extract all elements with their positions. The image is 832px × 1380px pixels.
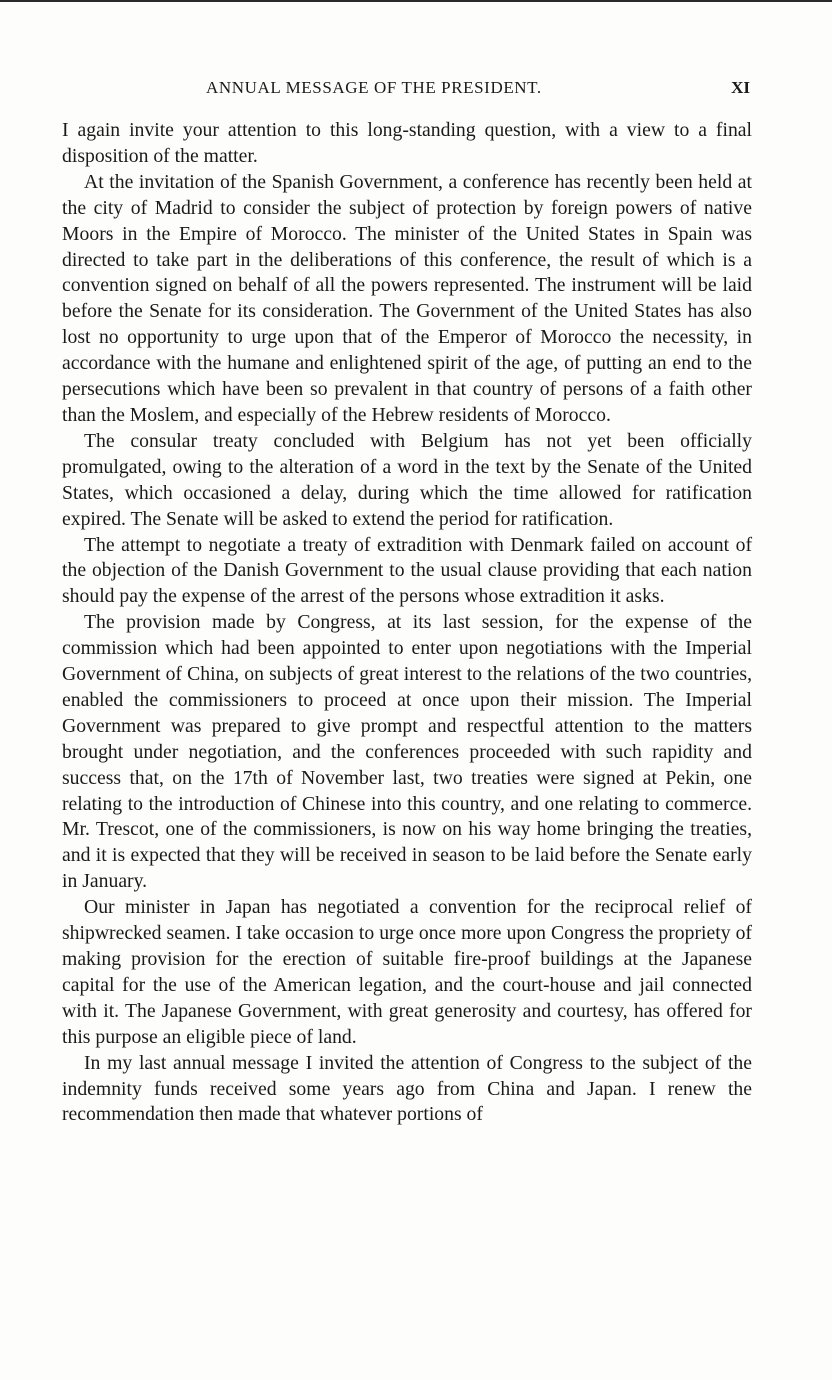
paragraph-indemnity-funds: In my last annual message I invited the attention of Congress to the subject of the indemnity funds received some years ago from China and Japan. I renew the recommendation then made that whatever portions of	[62, 1051, 752, 1126]
top-border-rule	[0, 0, 832, 2]
running-header-title: ANNUAL MESSAGE OF THE PRESIDENT.	[206, 78, 542, 97]
running-header	[62, 78, 752, 104]
paragraph-china-commission: The provision made by Congress, at its last session, for the expense of the commission which had been appointed to enter upon negotiations with the Imperial Government of China, on subjects of great interest to the relations of the two countries, enabled the commissioners to proceed at once upon their mission. The Imperial Government was prepared to give prompt and respectful attention to the matters brought under negotiation, and the conferences proceeded with such rapidity and success that, on the 17th of November last, two treaties were signed at Pekin, one relating to the introduction of Chinese into this country, and one relating to commerce. Mr. Trescot, one of the commissioners, is now on his way home bringing the treaties, and it is expected that they will be received in season to be laid before the Senate early in January.	[62, 611, 752, 893]
paragraph-belgium-treaty: The consular treaty concluded with Belgium has not yet been officially promulgated, owing to the alteration of a word in the text by the Senate of the United States, which occasioned a delay, during which the time allowed for ratification expired. The Senate will be asked to extend the period for ratification.	[62, 429, 752, 530]
paragraph-morocco-conference: At the invitation of the Spanish Government, a conference has recently been held at the city of Madrid to consider the subject of protection by foreign powers of native Moors in the Empire of Morocco. The minister of the United States in Spain was directed to take part in the deliberations of this conference, the result of which is a convention signed on behalf of all the powers represented. The instrument will be laid before the Senate for its consideration. The Government of the United States has also lost no opportunity to urge upon that of the Emperor of Morocco the necessity, in accordance with the humane and enlightened spirit of the age, of putting an end to the persecutions which have been so prevalent in that country of persons of a faith other than the Moslem, and especially of the Hebrew residents of Morocco.	[62, 170, 752, 426]
body-text	[62, 118, 752, 1128]
paragraph-denmark-extradition: The attempt to negotiate a treaty of extradition with Denmark failed on account of the objection of the Danish Government to the usual clause providing that each nation should pay the expense of the arrest of the persons whose extradition it asks.	[62, 533, 752, 608]
page-number: XI	[731, 78, 750, 97]
paragraph-japan-convention: Our minister in Japan has negotiated a convention for the reciprocal relief of shipwrecked seamen. I take occasion to urge once more upon Congress the propriety of making provision for the erection of suitable fire-proof buildings at the Japanese capital for the use of the American legation, and the court-house and jail connected with it. The Japanese Government, with great generosity and courtesy, has offered for this purpose an eligible piece of land.	[62, 896, 752, 1048]
paragraph-continuation: I again invite your attention to this long-standing question, with a view to a final disposition of the matter.	[62, 119, 752, 167]
